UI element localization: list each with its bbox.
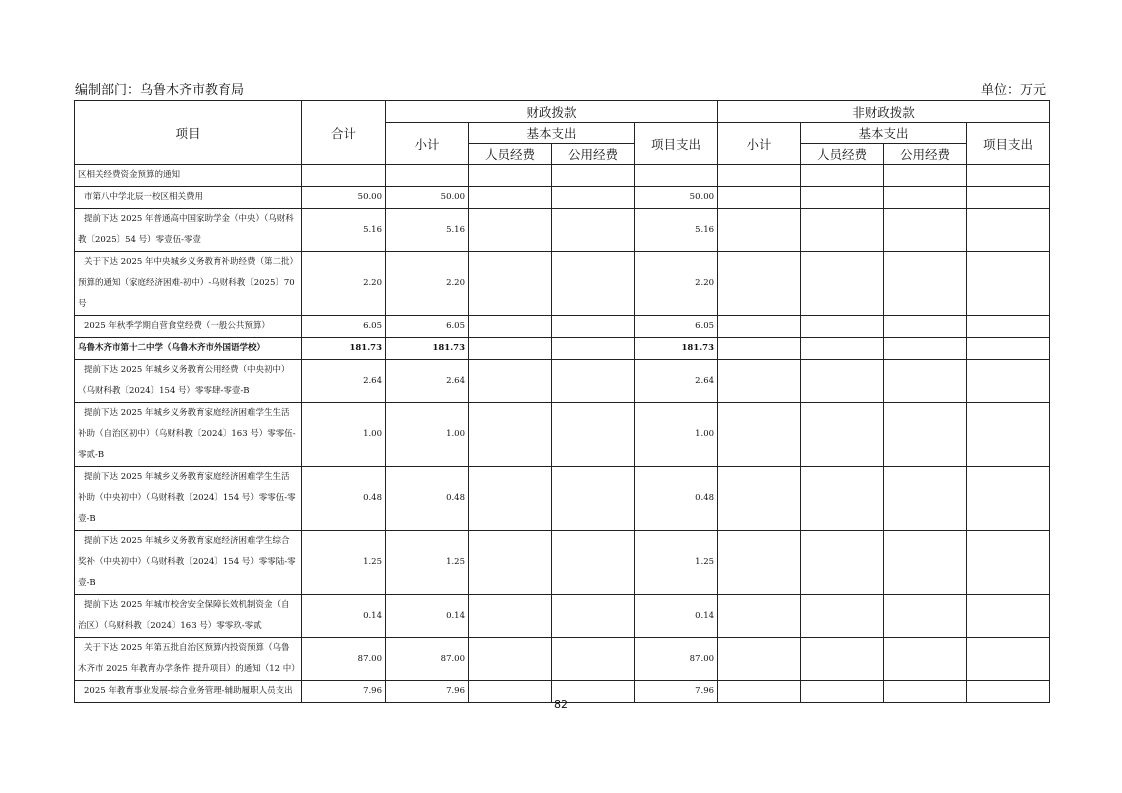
header-fiscal-basic: 基本支出	[469, 123, 635, 144]
row-name: 区相关经费资金预算的通知	[75, 165, 302, 187]
row-nonfiscal-subtotal	[718, 209, 801, 252]
row-name: 市第八中学北辰一校区相关费用	[75, 187, 302, 209]
row-fiscal-public	[552, 360, 635, 403]
row-nonfiscal-project	[967, 209, 1050, 252]
row-total: 1.25	[302, 531, 386, 595]
row-nonfiscal-project	[967, 531, 1050, 595]
row-fiscal-subtotal: 181.73	[386, 338, 469, 360]
unit-label: 单位：万元	[980, 83, 1046, 98]
row-nonfiscal-project	[967, 187, 1050, 209]
header-fiscal-subtotal: 小计	[386, 123, 469, 165]
table-row	[75, 595, 1050, 638]
row-total: 0.48	[302, 467, 386, 531]
row-name: 提前下达 2025 年城乡义务教育家庭经济困难学生综合奖补（中央初中）（乌财科教〔2024〕154 号）零零陆-零壹-B	[75, 531, 302, 595]
row-fiscal-subtotal: 0.14	[386, 595, 469, 638]
header-total: 合计	[302, 101, 386, 165]
table-row	[75, 165, 1050, 187]
row-name: 提前下达 2025 年城乡义务教育公用经费（中央初中）（乌财科教〔2024〕154 号）零零肆-零壹-B	[75, 360, 302, 403]
row-nonfiscal-subtotal	[718, 187, 801, 209]
row-nonfiscal-public	[884, 531, 967, 595]
table-row	[75, 252, 1050, 316]
row-nonfiscal-subtotal	[718, 595, 801, 638]
row-nonfiscal-subtotal	[718, 252, 801, 316]
row-fiscal-project: 181.73	[635, 338, 718, 360]
row-total: 181.73	[302, 338, 386, 360]
row-total: 0.14	[302, 595, 386, 638]
header-fiscal-project: 项目支出	[635, 123, 718, 165]
row-fiscal-public	[552, 187, 635, 209]
row-nonfiscal-project	[967, 338, 1050, 360]
row-nonfiscal-subtotal	[718, 638, 801, 681]
row-name: 2025 年教育事业发展-综合业务管理-辅助履职人员支出	[75, 681, 302, 703]
row-nonfiscal-project	[967, 403, 1050, 467]
row-fiscal-public	[552, 252, 635, 316]
row-nonfiscal-public	[884, 403, 967, 467]
row-fiscal-personnel	[469, 467, 552, 531]
row-nonfiscal-subtotal	[718, 316, 801, 338]
row-total: 7.96	[302, 681, 386, 703]
row-fiscal-project: 7.96	[635, 681, 718, 703]
row-fiscal-project: 0.48	[635, 467, 718, 531]
row-fiscal-subtotal: 6.05	[386, 316, 469, 338]
header-fiscal-personnel: 人员经费	[469, 144, 552, 165]
row-total: 87.00	[302, 638, 386, 681]
row-fiscal-project: 2.64	[635, 360, 718, 403]
row-nonfiscal-personnel	[801, 316, 884, 338]
row-fiscal-subtotal: 1.00	[386, 403, 469, 467]
row-nonfiscal-subtotal	[718, 165, 801, 187]
row-fiscal-public	[552, 638, 635, 681]
row-fiscal-personnel	[469, 403, 552, 467]
row-total: 5.16	[302, 209, 386, 252]
row-nonfiscal-personnel	[801, 187, 884, 209]
header-fiscal: 财政拨款	[386, 101, 718, 123]
header-nonfiscal-subtotal: 小计	[718, 123, 801, 165]
row-name: 关于下达 2025 年中央城乡义务教育补助经费（第二批）预算的通知（家庭经济困难-初中）-乌财科教〔2025〕70 号	[75, 252, 302, 316]
row-fiscal-public	[552, 403, 635, 467]
row-total: 6.05	[302, 316, 386, 338]
row-total: 2.64	[302, 360, 386, 403]
row-name: 乌鲁木齐市第十二中学（乌鲁木齐市外国语学校）	[75, 338, 302, 360]
row-nonfiscal-personnel	[801, 403, 884, 467]
table-row	[75, 531, 1050, 595]
row-name: 提前下达 2025 年普通高中国家助学金（中央）（乌财科教〔2025〕54 号）零壹伍-零壹	[75, 209, 302, 252]
row-fiscal-personnel	[469, 316, 552, 338]
department-label: 编制部门：乌鲁木齐市教育局	[75, 83, 245, 98]
header-nonfiscal-public: 公用经费	[884, 144, 967, 165]
row-fiscal-subtotal: 50.00	[386, 187, 469, 209]
row-nonfiscal-personnel	[801, 595, 884, 638]
row-total: 2.20	[302, 252, 386, 316]
row-nonfiscal-subtotal	[718, 467, 801, 531]
row-nonfiscal-project	[967, 316, 1050, 338]
row-fiscal-project: 1.25	[635, 531, 718, 595]
row-nonfiscal-subtotal	[718, 531, 801, 595]
row-nonfiscal-personnel	[801, 338, 884, 360]
row-fiscal-project: 6.05	[635, 316, 718, 338]
row-nonfiscal-project	[967, 165, 1050, 187]
row-nonfiscal-personnel	[801, 165, 884, 187]
row-name: 关于下达 2025 年第五批自治区预算内投资预算（乌鲁木齐市 2025 年教育办学条件 提升项目）的通知（12 中）	[75, 638, 302, 681]
header-nonfiscal-project: 项目支出	[967, 123, 1050, 165]
row-nonfiscal-project	[967, 595, 1050, 638]
row-nonfiscal-personnel	[801, 360, 884, 403]
row-fiscal-subtotal: 1.25	[386, 531, 469, 595]
row-name: 提前下达 2025 年城乡义务教育家庭经济困难学生生活补助（自治区初中）（乌财科教〔2024〕163 号）零零伍-零贰-B	[75, 403, 302, 467]
row-nonfiscal-public	[884, 360, 967, 403]
row-nonfiscal-public	[884, 595, 967, 638]
row-nonfiscal-subtotal	[718, 338, 801, 360]
header-project: 项目	[75, 101, 302, 165]
row-nonfiscal-personnel	[801, 252, 884, 316]
row-name: 2025 年秋季学期自营食堂经费（一般公共预算）	[75, 316, 302, 338]
row-total: 50.00	[302, 187, 386, 209]
row-total: 1.00	[302, 403, 386, 467]
table-row	[75, 338, 1050, 360]
row-fiscal-personnel	[469, 165, 552, 187]
row-fiscal-public	[552, 467, 635, 531]
budget-table	[74, 100, 1050, 703]
row-nonfiscal-personnel	[801, 209, 884, 252]
row-fiscal-public	[552, 165, 635, 187]
table-row	[75, 209, 1050, 252]
row-fiscal-project: 2.20	[635, 252, 718, 316]
row-fiscal-project: 5.16	[635, 209, 718, 252]
row-nonfiscal-project	[967, 252, 1050, 316]
row-fiscal-project: 1.00	[635, 403, 718, 467]
row-nonfiscal-personnel	[801, 467, 884, 531]
row-fiscal-personnel	[469, 595, 552, 638]
page-number: 82	[554, 698, 568, 711]
row-fiscal-project	[635, 165, 718, 187]
row-fiscal-subtotal: 2.64	[386, 360, 469, 403]
row-nonfiscal-project	[967, 360, 1050, 403]
row-nonfiscal-personnel	[801, 638, 884, 681]
table-row	[75, 638, 1050, 681]
row-fiscal-subtotal: 5.16	[386, 209, 469, 252]
table-row	[75, 316, 1050, 338]
header-nonfiscal: 非财政拨款	[718, 101, 1050, 123]
row-nonfiscal-public	[884, 338, 967, 360]
row-fiscal-personnel	[469, 252, 552, 316]
row-total	[302, 165, 386, 187]
table-body	[75, 165, 1050, 703]
row-fiscal-project: 0.14	[635, 595, 718, 638]
row-fiscal-personnel	[469, 638, 552, 681]
header-fiscal-public: 公用经费	[552, 144, 635, 165]
row-fiscal-public	[552, 595, 635, 638]
table-row	[75, 187, 1050, 209]
row-nonfiscal-project	[967, 638, 1050, 681]
header-nonfiscal-personnel: 人员经费	[801, 144, 884, 165]
row-name: 提前下达 2025 年城市校舍安全保障长效机制资金（自治区）（乌财科教〔2024〕163 号）零零玖-零贰	[75, 595, 302, 638]
row-nonfiscal-public	[884, 467, 967, 531]
header-nonfiscal-basic: 基本支出	[801, 123, 967, 144]
row-nonfiscal-public	[884, 316, 967, 338]
row-fiscal-personnel	[469, 209, 552, 252]
row-fiscal-personnel	[469, 338, 552, 360]
row-fiscal-subtotal: 7.96	[386, 681, 469, 703]
row-nonfiscal-public	[884, 252, 967, 316]
row-fiscal-personnel	[469, 187, 552, 209]
row-fiscal-public	[552, 338, 635, 360]
row-nonfiscal-subtotal	[718, 360, 801, 403]
row-nonfiscal-subtotal	[718, 403, 801, 467]
row-nonfiscal-project	[967, 467, 1050, 531]
row-fiscal-personnel	[469, 531, 552, 595]
row-fiscal-subtotal: 87.00	[386, 638, 469, 681]
row-fiscal-project: 87.00	[635, 638, 718, 681]
row-nonfiscal-public	[884, 187, 967, 209]
row-nonfiscal-personnel	[801, 531, 884, 595]
row-fiscal-subtotal: 0.48	[386, 467, 469, 531]
row-fiscal-project: 50.00	[635, 187, 718, 209]
row-fiscal-subtotal	[386, 165, 469, 187]
row-nonfiscal-public	[884, 165, 967, 187]
row-fiscal-public	[552, 531, 635, 595]
table-row	[75, 360, 1050, 403]
row-fiscal-personnel	[469, 360, 552, 403]
row-fiscal-subtotal: 2.20	[386, 252, 469, 316]
table-row	[75, 467, 1050, 531]
row-nonfiscal-public	[884, 638, 967, 681]
row-fiscal-public	[552, 209, 635, 252]
row-nonfiscal-public	[884, 209, 967, 252]
row-name: 提前下达 2025 年城乡义务教育家庭经济困难学生生活补助（中央初中）（乌财科教〔2024〕154 号）零零伍-零壹-B	[75, 467, 302, 531]
table-row	[75, 403, 1050, 467]
row-fiscal-public	[552, 316, 635, 338]
